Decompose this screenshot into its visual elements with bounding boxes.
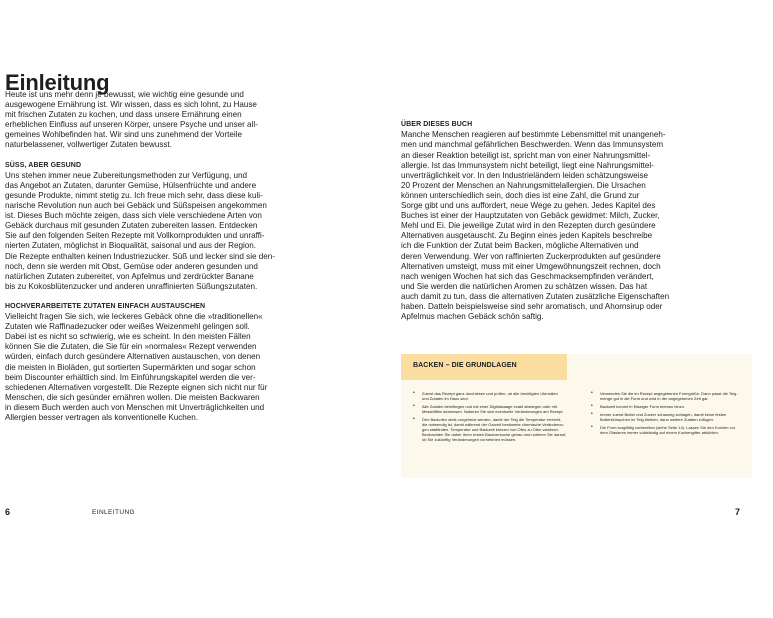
box-title: BACKEN – DIE GRUNDLAGEN bbox=[413, 362, 517, 369]
list-item-line: Backzeit kommt in flüssiger Form ebenso hinzu. bbox=[600, 404, 685, 409]
list-item-line: Immer zuerst Butter und Zucker schaumig schlagen, damit keine festen bbox=[600, 412, 727, 417]
list-item-line: Die Form sorgfältig vorbereiten (siehe Seite 14). Lassen Sie den Kuchen vor bbox=[600, 425, 736, 430]
text-line: Sie auf den folgenden Seiten Rezepte mit Vollkornprodukten und unraffi- bbox=[5, 231, 265, 241]
list-item-line: Den Backofen stets vorgeheizt werden, damit der Teig die Temperatur erreicht, bbox=[422, 417, 562, 422]
text-line: Uns stehen immer neue Zubereitungsmethoden zur Verfügung, und bbox=[5, 170, 248, 180]
text-line: auch damit zu tun, dass die alternativen Zutaten zusätzliche Eigenschaften bbox=[401, 291, 670, 301]
text-line: Alternativen umsteigt, muss mit einer Umgewöhnungszeit rechnen, doch bbox=[401, 261, 661, 271]
text-line: Heute ist uns mehr denn je bewusst, wie wichtig eine gesunde und bbox=[5, 90, 244, 99]
text-line: gemeines Wohlbefinden hat. Wir sind uns zunehmend der Vorteile bbox=[5, 130, 242, 140]
list-item bbox=[413, 391, 566, 401]
bullet-icon: • bbox=[413, 390, 415, 396]
section-heading-suess: SÜSS, ABER GESUND bbox=[5, 161, 82, 169]
right-column bbox=[401, 90, 669, 322]
box-list-right bbox=[591, 391, 738, 438]
list-item bbox=[591, 412, 738, 422]
text-line: noch, denn sie werden mit Obst, Gemüse oder anderen gesunden und bbox=[5, 261, 258, 271]
text-line: in diesem Buch werden auch von Menschen mit Unverträglichkeiten und bbox=[5, 402, 265, 412]
text-line: Sorge gibt und uns auffordert, neue Wege zu gehen. Jedes Kapitel des bbox=[401, 201, 656, 211]
text-line: Menschen, die sich gesünder ernähren wollen. Die meisten Backwaren bbox=[5, 392, 260, 402]
page-title: Einleitung bbox=[5, 70, 110, 95]
text-line: die meisten in Bioläden, gut sortierten Supermärkten und sogar schon bbox=[5, 362, 256, 372]
text-line: nierten Zutaten, möglichst in Bioqualität, saisonal und aus der Region. bbox=[5, 241, 257, 251]
list-item-line: gen stattfinden. Temperatur und Backzeit können von Ofen zu Ofen variieren. bbox=[422, 427, 559, 432]
text-line: natürlichen Zutaten zubereitet, von Apfelmus und zerdrückter Banane bbox=[5, 271, 254, 281]
list-item bbox=[591, 425, 738, 435]
text-line: Buches ist einer der Hauptzutaten von Gebäck gewidmet: Milch, Zucker, bbox=[401, 211, 660, 221]
intro-paragraph bbox=[5, 90, 275, 151]
text-line: können unterschiedlich sein, doch dies ist eine Zahl, die Grund zur bbox=[401, 190, 640, 200]
list-item-line: Zuerst das Rezept ganz durchlesen und prüfen, ob alle benötigten Utensilien bbox=[422, 391, 558, 396]
text-line: Dabei ist es nicht so schwierig, wie es scheint. In den meisten Fällen bbox=[5, 332, 251, 342]
bullet-icon: • bbox=[413, 403, 415, 409]
text-line: allergie. Ist das Immunsystem nicht beteiligt, liegt eine Nahrungsmittel- bbox=[401, 160, 654, 170]
text-line: naturbelassener, vollwertiger Zutaten bewusst. bbox=[5, 140, 172, 150]
text-line: Apfelmus machen Gebäck schön saftig. bbox=[401, 312, 544, 322]
list-item-line: die notwendig ist, damit während der Garzeit bestimmte chemische Veränderun- bbox=[422, 422, 565, 427]
text-line: bis zu Kokosblütenzucker und anderen unraffinierten Süßungszutaten. bbox=[5, 281, 258, 291]
running-head: EINLEITUNG bbox=[92, 509, 136, 516]
text-line: und Sie werden die natürlichen Aromen zu schätzen wissen. Das hat bbox=[401, 281, 648, 291]
text-line: Zutaten wie Raffinadezucker oder weißes Weizenmehl gelingen soll. bbox=[5, 322, 250, 332]
text-line: das Angebot an Zutaten, darunter Gemüse, Hülsenfrüchte und andere bbox=[5, 180, 257, 190]
section-heading-zutaten: HOCHVERARBEITETE ZUTATEN EINFACH AUSTAUSCHEN bbox=[5, 302, 206, 310]
text-line: Vielleicht fragen Sie sich, wie leckeres Gebäck ohne die »traditionellen« bbox=[5, 312, 263, 322]
text-line: Die Rezepte enthalten keinen Industriezucker. Süß und lecker sind sie den- bbox=[5, 251, 275, 261]
section-paragraph-buch bbox=[401, 130, 669, 322]
bullet-icon: • bbox=[591, 424, 593, 430]
text-line: gesunde Produkte, nimmt stetig zu. Ich freue mich sehr, dass diese kuli- bbox=[5, 190, 263, 200]
text-line: Gebäck durchaus mit gesunden Zutaten zubereiten lassen. Entdecken bbox=[5, 221, 258, 231]
text-line: Alternativen ausgetauscht. Zu Beginn eines jeden Kapitels beschreibe bbox=[401, 231, 653, 241]
list-item-line: und Zutaten im Haus sind. bbox=[422, 396, 469, 401]
right-page-number: 7 bbox=[735, 507, 741, 517]
baking-basics-box bbox=[401, 354, 752, 478]
box-list-left bbox=[413, 391, 566, 445]
text-line: ausgewogene Ernährung ist. Wir wissen, dass es sich lohnt, zu Hause bbox=[5, 100, 257, 110]
text-line: würden, einfach durch gesündere Alternativen austauschen, von denen bbox=[5, 352, 261, 362]
text-line: schiedenen Alternativen vorgestellt. Die Rezepte eignen sich nicht nur für bbox=[5, 382, 268, 392]
text-line: narische Revolution nun auch bei Gebäck und Süßspeisen angekommen bbox=[5, 201, 267, 211]
text-line: ist. Dieses Buch möchte zeigen, dass sich viele verschiedene Arten von bbox=[5, 211, 262, 221]
list-item-line: dem Glasieren immer vollständig auf einem Kuchengitter abkühlen. bbox=[600, 430, 719, 435]
text-line: erheblichen Einfluss auf unseren Körper, unsere Psyche und unser all- bbox=[5, 120, 258, 130]
list-item-line: Alle Zutaten bereitlegen und mit einer Digitalwaage exakt abwiegen oder mit bbox=[422, 404, 557, 409]
list-item-line: Butterklümpchen im Teig bleiben, dann weitere Zutaten zufügen. bbox=[600, 417, 714, 422]
text-line: an dieser Reaktion beteiligt ist, spricht man von einer Nahrungsmittel- bbox=[401, 150, 651, 160]
bullet-icon: • bbox=[413, 416, 415, 422]
section-heading-buch: ÜBER DIESES BUCH bbox=[401, 121, 473, 129]
bullet-icon: • bbox=[591, 390, 593, 396]
list-item bbox=[591, 404, 738, 409]
text-line: Allergien besser vertragen als konventionelle Kuchen. bbox=[5, 413, 199, 422]
left-column bbox=[5, 90, 275, 423]
list-item-line: Messlöffeln abmessen. Notieren Sie sich eventuelle Veränderungen am Rezept. bbox=[422, 409, 564, 414]
text-line: nach wenigen Wochen hat sich das Geschmacksempfinden verändert, bbox=[401, 271, 654, 281]
text-line: unverträglichkeit vor. In den Industrieländern leiden schätzungsweise bbox=[401, 170, 649, 180]
bullet-icon: • bbox=[591, 411, 593, 417]
text-line: haben. Datteln beispielsweise sind sehr aromatisch, und Ahornsirup oder bbox=[401, 301, 663, 311]
list-item bbox=[591, 391, 738, 401]
text-line: ich die Funktion der Zutat beim Backen, mögliche Alternativen und bbox=[401, 241, 639, 251]
list-item-line: menge gut in die Form und wird in der angegebenen Zeit gar. bbox=[600, 396, 709, 401]
list-item-line: ob Sie zukünftig Veränderungen vornehmen müssen. bbox=[422, 437, 517, 442]
text-line: Mehl und Ei. Die jeweilige Zutat wird in den Rezepten durch gesündere bbox=[401, 221, 656, 231]
list-item bbox=[413, 417, 566, 442]
text-line: 20 Prozent der Menschen an Nahrungsmittelallergien. Die Ursachen bbox=[401, 180, 646, 190]
text-line: mit frischen Zutaten zu kochen, und dass unsere Ernährung einen bbox=[5, 110, 242, 120]
section-paragraph-zutaten bbox=[5, 312, 275, 423]
text-line: beim Discounter erhältlich sind. Im Einführungskapitel werden die ver- bbox=[5, 372, 256, 382]
text-line: können Sie die Zutaten, die Sie für ein »normales« Rezept verwenden bbox=[5, 342, 257, 352]
bullet-icon: • bbox=[591, 403, 593, 409]
list-item-line: Beobachten Sie daher Ihren ersten Backversuche genau und notieren Sie darauf, bbox=[422, 432, 567, 437]
text-line: Manche Menschen reagieren auf bestimmte Lebensmittel mit unangeneh- bbox=[401, 130, 666, 140]
text-line: men und manchmal gefährlichen Beschwerden. Wenn das Immunsystem bbox=[401, 140, 664, 150]
section-paragraph-suess bbox=[5, 171, 275, 292]
text-line: deren Verwendung. Wer von raffinierten Zuckerprodukten auf gesündere bbox=[401, 251, 661, 261]
list-item bbox=[413, 404, 566, 414]
left-page-number: 6 bbox=[5, 507, 11, 517]
list-item-line: Verwenden Sie die im Rezept angegebenen Formgröße. Dann passt die Teig- bbox=[600, 391, 738, 396]
